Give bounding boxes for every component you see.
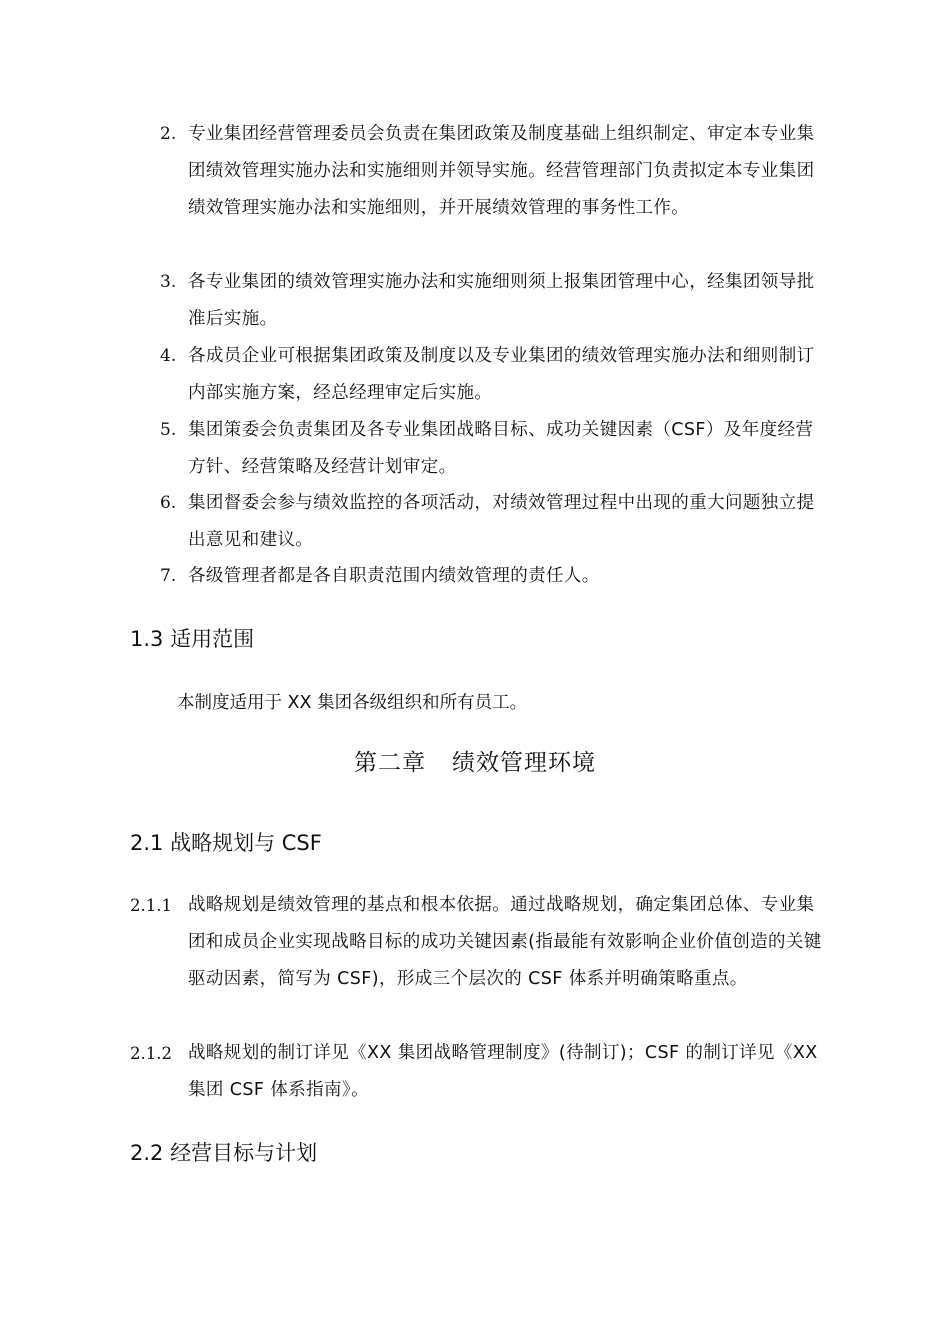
- list-item-text: 集团策委会负责集团及各专业集团战略目标、成功关键因素（CSF）及年度经营方针、经营策略及经营计划审定。: [188, 420, 814, 477]
- list-item-number: 3.: [160, 272, 177, 292]
- subsection-text: 战略规划是绩效管理的基点和根本依据。通过战略规划，确定集团总体、专业集团和成员企业实现战略目标的成功关键因素(指最能有效影响企业价值创造的关键驱动因素，简写为 CSF)，形成三个层次的 CSF 体系并明确策略重点。: [188, 895, 822, 989]
- section-1-3-body: 本制度适用于 XX 集团各级组织和所有员工。: [177, 693, 528, 713]
- list-item-number: 7.: [160, 566, 177, 586]
- section-heading-2-2: 2.2 经营目标与计划: [130, 1141, 318, 1165]
- list-item-text: 各专业集团的绩效管理实施办法和实施细则须上报集团管理中心，经集团领导批准后实施。: [188, 272, 815, 329]
- chapter-label: 第二章: [354, 750, 426, 776]
- list-item-number: 2.: [160, 124, 177, 144]
- list-item-number: 5.: [160, 420, 177, 440]
- list-item-text: 专业集团经营管理委员会负责在集团政策及制度基础上组织制定、审定本专业集团绩效管理实施办法和实施细则并领导实施。经营管理部门负责拟定本专业集团绩效管理实施办法和实施细则，并开展绩效管理的事务性工作。: [188, 124, 815, 218]
- subsection-text: 战略规划的制订详见《XX 集团战略管理制度》(待制订)；CSF 的制订详见《XX 集团 CSF 体系指南》。: [188, 1043, 818, 1100]
- list-item-text: 集团督委会参与绩效监控的各项活动，对绩效管理过程中出现的重大问题独立提出意见和建议。: [188, 493, 815, 550]
- subsection-number: 2.1.2: [130, 1044, 172, 1063]
- subsection-number: 2.1.1: [130, 896, 172, 915]
- list-item-number: 4.: [160, 346, 177, 366]
- section-heading-1-3: 1.3 适用范围: [130, 627, 255, 651]
- section-heading-2-1: 2.1 战略规划与 CSF: [130, 831, 322, 855]
- list-item-text: 各成员企业可根据集团政策及制度以及专业集团的绩效管理实施办法和细则制订内部实施方案，经总经理审定后实施。: [188, 346, 815, 403]
- chapter-heading: [0, 746, 950, 780]
- chapter-title: 绩效管理环境: [452, 750, 596, 776]
- list-item-text: 各级管理者都是各自职责范围内绩效管理的责任人。: [188, 566, 600, 586]
- list-item-number: 6.: [160, 493, 177, 513]
